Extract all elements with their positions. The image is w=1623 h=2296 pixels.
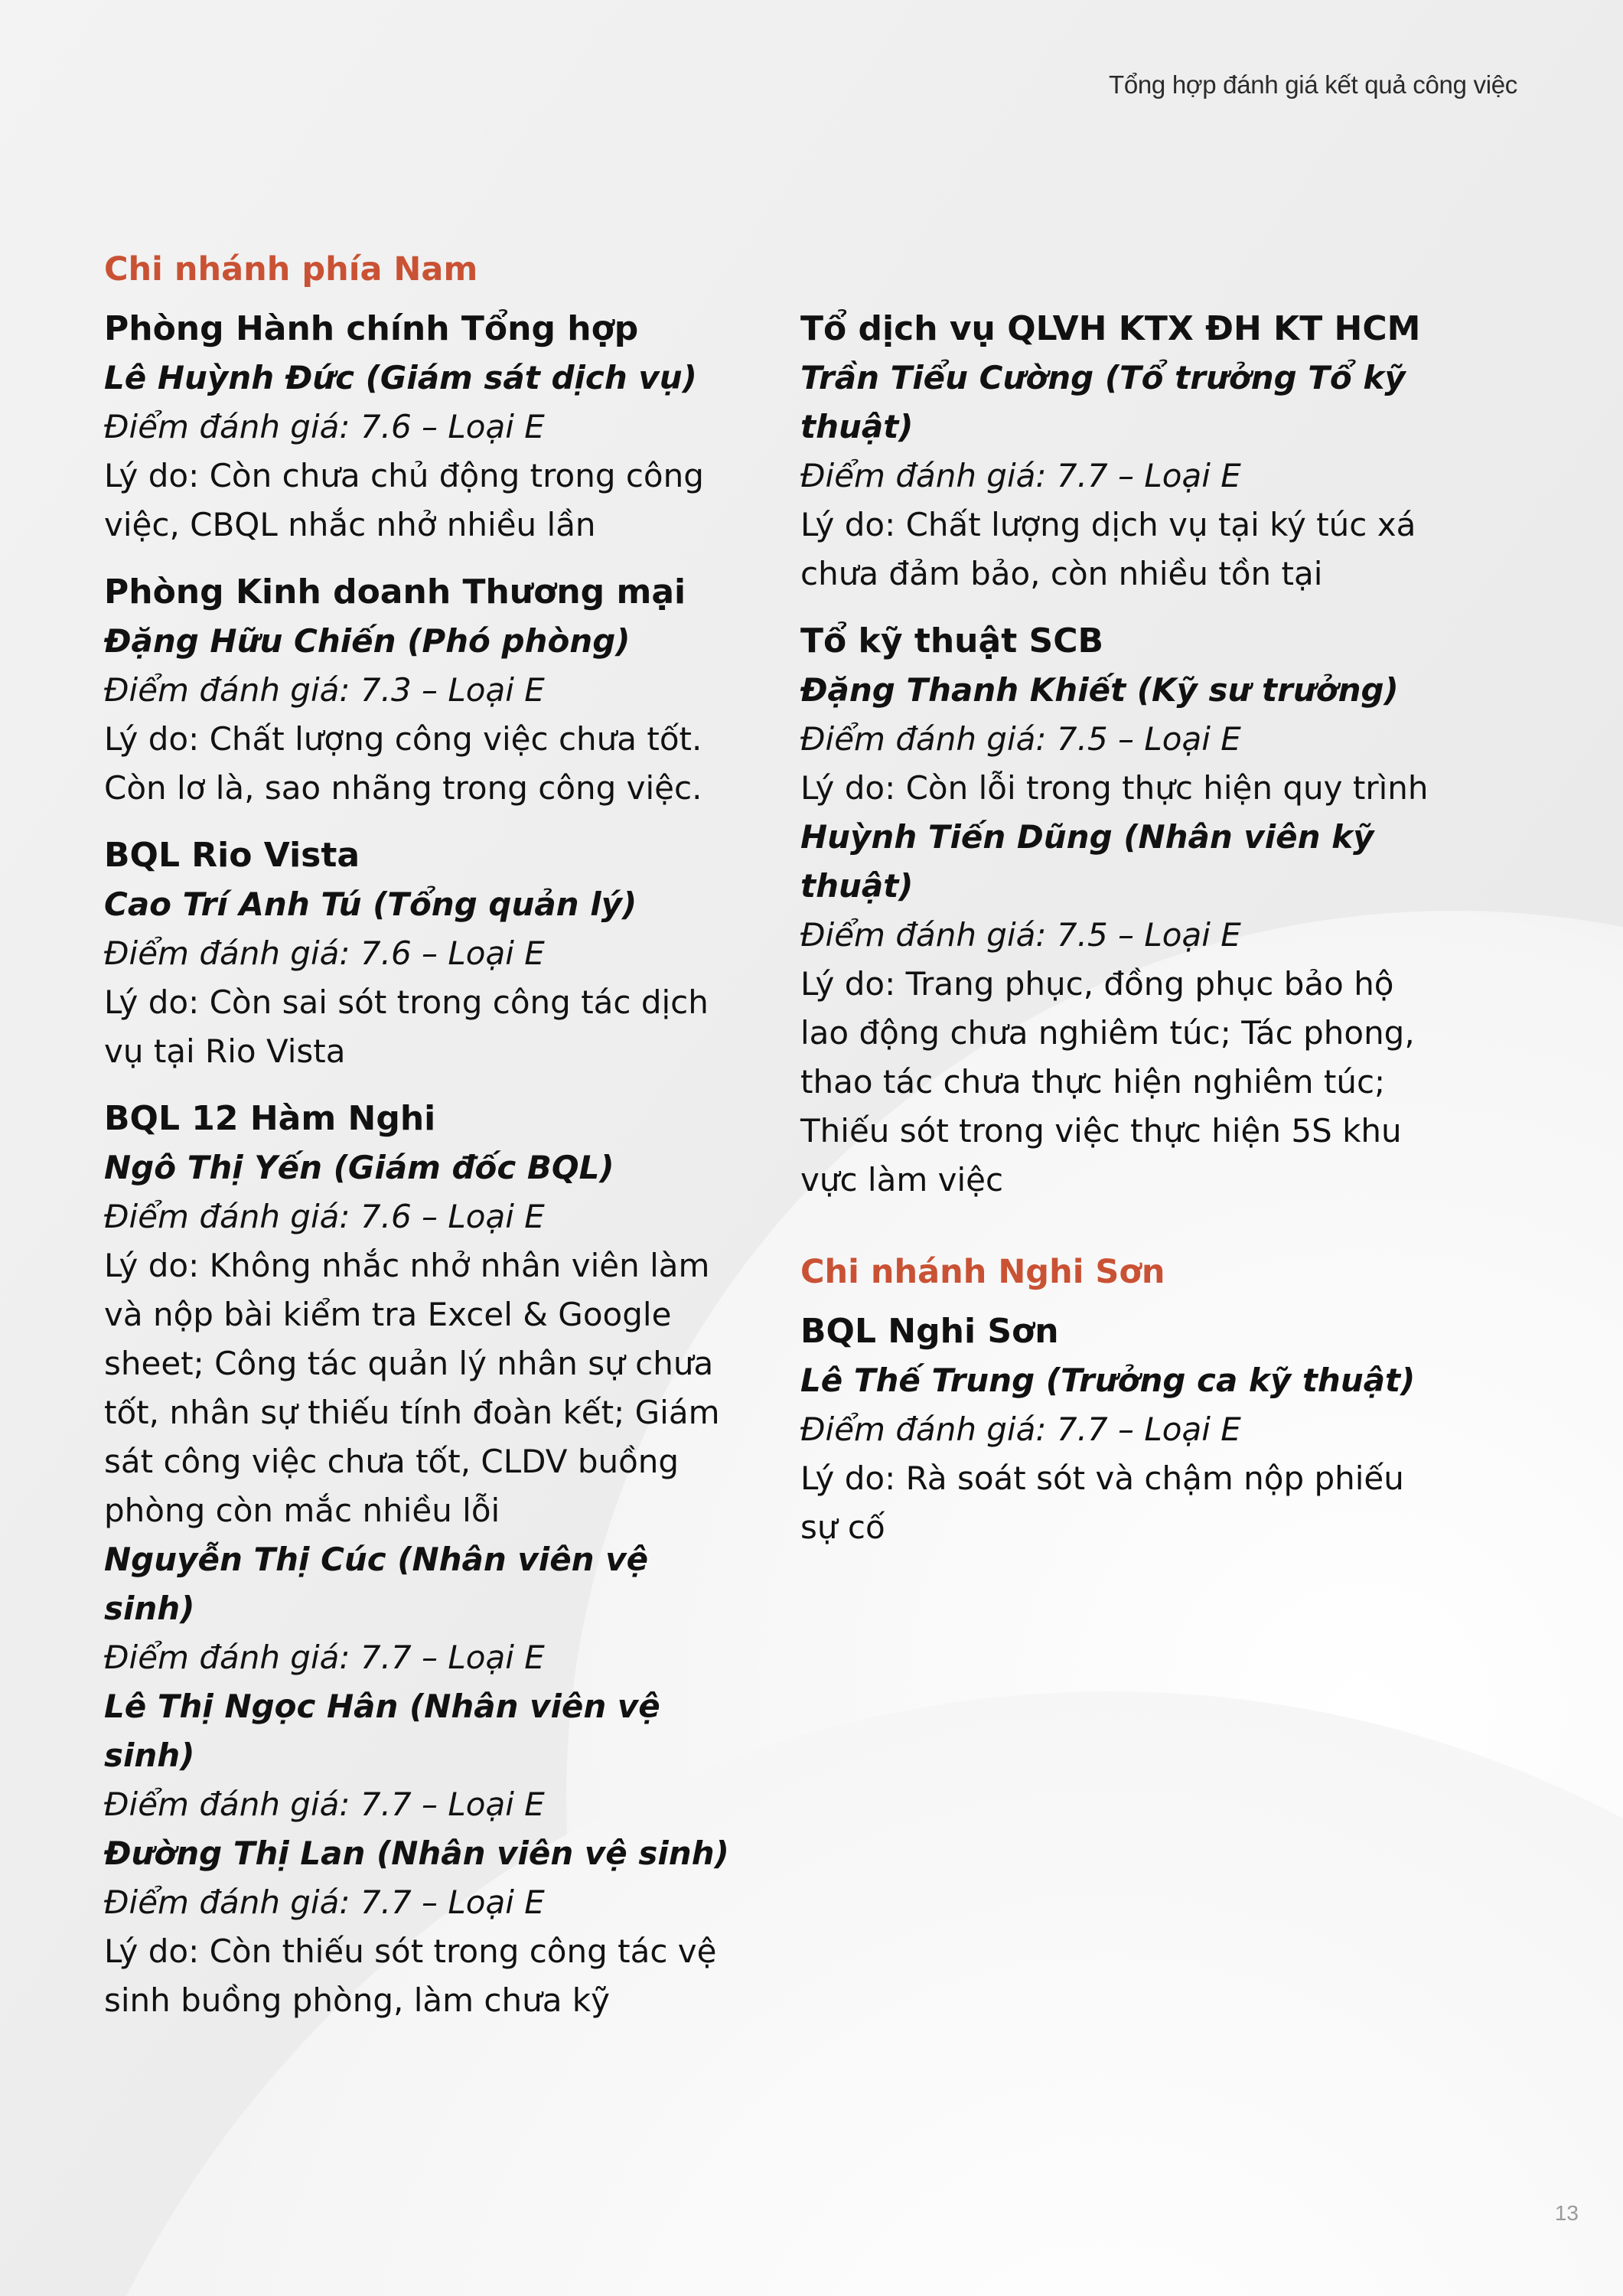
branch-heading-south: Chi nhánh phía Nam: [104, 250, 478, 289]
department-name: Tổ kỹ thuật SCB: [800, 621, 1104, 660]
evaluation-reason: Lý do: Còn lỗi trong thực hiện quy trình: [800, 769, 1429, 807]
evaluation-reason: Lý do: Không nhắc nhở nhân viên làm và nộp bài kiểm tra Excel & Google sheet; Công tác quản lý nhân sự chưa tốt, nhân sự thiếu tính đoàn kết; Giám sát công việc chưa tốt, CLDV buồng phòng còn mắc nhiều lỗi: [104, 1247, 720, 1529]
evaluation-score: Điểm đánh giá: 7.7 – Loại E: [800, 457, 1241, 494]
evaluation-reason: Lý do: Còn sai sót trong công tác dịch vụ tại Rio Vista: [104, 983, 709, 1070]
employee-name: Đặng Hữu Chiến (Phó phòng): [104, 622, 631, 660]
evaluation-reason: Lý do: Chất lượng công việc chưa tốt. Còn lơ là, sao nhãng trong công việc.: [104, 720, 702, 807]
unit-block: [104, 568, 739, 813]
evaluation-reason: Lý do: Trang phục, đồng phục bảo hộ lao động chưa nghiêm túc; Tác phong, thao tác chưa thực hiện nghiêm túc; Thiếu sót trong việc thực hiện 5S khu vực làm việc: [800, 965, 1415, 1199]
department-name: BQL Nghi Sơn: [800, 1312, 1059, 1351]
page-number: 13: [1554, 2201, 1579, 2225]
department-name: Tổ dịch vụ QLVH KTX ĐH KT HCM: [800, 309, 1421, 348]
evaluation-reason: Lý do: Chất lượng dịch vụ tại ký túc xá chưa đảm bảo, còn nhiều tồn tại: [800, 506, 1416, 592]
department-name: Phòng Hành chính Tổng hợp: [104, 309, 639, 348]
left-column: [104, 245, 739, 2043]
employee-name: Đặng Thanh Khiết (Kỹ sư trưởng): [800, 671, 1399, 709]
unit-block: [800, 305, 1436, 598]
employee-name: Lê Thị Ngọc Hân (Nhân viên vệ sinh): [104, 1688, 660, 1774]
evaluation-score: Điểm đánh giá: 7.5 – Loại E: [800, 916, 1241, 954]
employee-name: Trần Tiểu Cường (Tổ trưởng Tổ kỹ thuật): [800, 359, 1406, 445]
employee-name: Lê Thế Trung (Trưởng ca kỹ thuật): [800, 1362, 1416, 1399]
branch-heading-nghi-son: Chi nhánh Nghi Sơn: [800, 1253, 1165, 1291]
department-name: Phòng Kinh doanh Thương mại: [104, 572, 686, 612]
unit-block: [800, 1307, 1436, 1552]
evaluation-score: Điểm đánh giá: 7.6 – Loại E: [104, 1198, 545, 1235]
department-name: BQL Rio Vista: [104, 836, 360, 875]
unit-block: [800, 617, 1436, 1205]
evaluation-score: Điểm đánh giá: 7.3 – Loại E: [104, 671, 545, 709]
employee-name: Nguyễn Thị Cúc (Nhân viên vệ sinh): [104, 1541, 649, 1627]
page-header-title: Tổng hợp đánh giá kết quả công việc: [1108, 70, 1517, 99]
unit-block: [104, 1094, 739, 2025]
unit-block: [104, 831, 739, 1076]
employee-name: Ngô Thị Yến (Giám đốc BQL): [104, 1149, 614, 1186]
evaluation-score: Điểm đánh giá: 7.7 – Loại E: [800, 1411, 1241, 1448]
evaluation-score: Điểm đánh giá: 7.6 – Loại E: [104, 408, 545, 445]
employee-name: Huỳnh Tiến Dũng (Nhân viên kỹ thuật): [800, 818, 1374, 905]
employee-name: Lê Huỳnh Đức (Giám sát dịch vụ): [104, 359, 697, 396]
evaluation-score: Điểm đánh giá: 7.7 – Loại E: [104, 1786, 545, 1823]
unit-block: [104, 305, 739, 550]
employee-name: Cao Trí Anh Tú (Tổng quản lý): [104, 885, 637, 923]
department-name: BQL 12 Hàm Nghi: [104, 1099, 436, 1138]
evaluation-score: Điểm đánh giá: 7.7 – Loại E: [104, 1639, 545, 1676]
evaluation-reason: Lý do: Còn chưa chủ động trong công việc, CBQL nhắc nhở nhiều lần: [104, 457, 704, 543]
evaluation-score: Điểm đánh giá: 7.6 – Loại E: [104, 934, 545, 972]
evaluation-score: Điểm đánh giá: 7.5 – Loại E: [800, 720, 1241, 758]
right-column: [800, 305, 1436, 1570]
evaluation-score: Điểm đánh giá: 7.7 – Loại E: [104, 1883, 545, 1921]
employee-name: Đường Thị Lan (Nhân viên vệ sinh): [104, 1835, 729, 1872]
evaluation-reason: Lý do: Rà soát sót và chậm nộp phiếu sự cố: [800, 1459, 1404, 1546]
evaluation-reason: Lý do: Còn thiếu sót trong công tác vệ sinh buồng phòng, làm chưa kỹ: [104, 1932, 717, 2019]
